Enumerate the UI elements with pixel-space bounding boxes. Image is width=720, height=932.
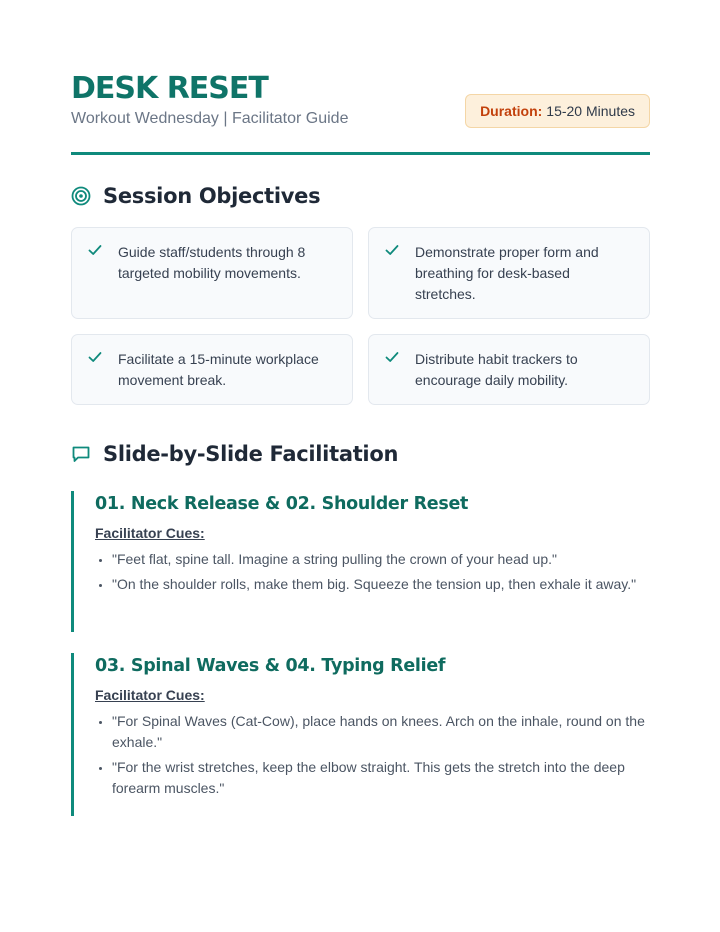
objective-text: Distribute habit trackers to encourage daily mobility. [415,351,578,388]
slide-block [71,491,650,632]
objective-card [71,334,353,405]
facilitation-heading [71,442,398,466]
facilitation-title: Slide-by-Slide Facilitation [103,442,399,466]
check-icon [88,350,102,364]
cue-item: • "For the wrist stretches, keep the elbow straight. This gets the stretch into the deep forearm muscles." [112,757,650,799]
cues-label: Facilitator Cues: [95,687,205,703]
slide-title: 03. Spinal Waves & 04. Typing Relief [95,656,446,676]
objectives-title: Session Objectives [103,184,321,208]
cue-item: • "For Spinal Waves (Cat-Cow), place hands on knees. Arch on the inhale, round on the exhale." [112,711,650,753]
objective-card [368,227,650,319]
check-icon [385,243,399,257]
slide-title: 01. Neck Release & 02. Shoulder Reset [95,494,469,514]
objective-card [368,334,650,405]
objective-card [71,227,353,319]
cue-list [95,549,650,595]
objective-text: Guide staff/students through 8 targeted mobility movements. [118,244,306,281]
page-subtitle: Workout Wednesday | Facilitator Guide [71,110,349,127]
duration-badge [465,94,650,128]
header [71,70,650,130]
check-icon [385,350,399,364]
objective-text: Facilitate a 15-minute workplace movement break. [118,351,319,388]
target-icon [71,186,91,206]
chat-bubble-icon [71,444,91,464]
duration-label: Duration: [480,103,543,119]
objectives-heading [71,184,320,208]
cues-label: Facilitator Cues: [95,525,205,541]
header-divider [71,152,650,155]
slide-block [71,653,650,816]
check-icon [88,243,102,257]
page-title: DESK RESET [71,71,268,106]
cue-item: • "Feet flat, spine tall. Imagine a string pulling the crown of your head up." [112,549,650,570]
cue-item: • "On the shoulder rolls, make them big. Squeeze the tension up, then exhale it away." [112,574,650,595]
duration-value: 15-20 Minutes [546,103,635,119]
objective-text: Demonstrate proper form and breathing for desk-based stretches. [415,244,599,302]
cue-list [95,711,650,799]
